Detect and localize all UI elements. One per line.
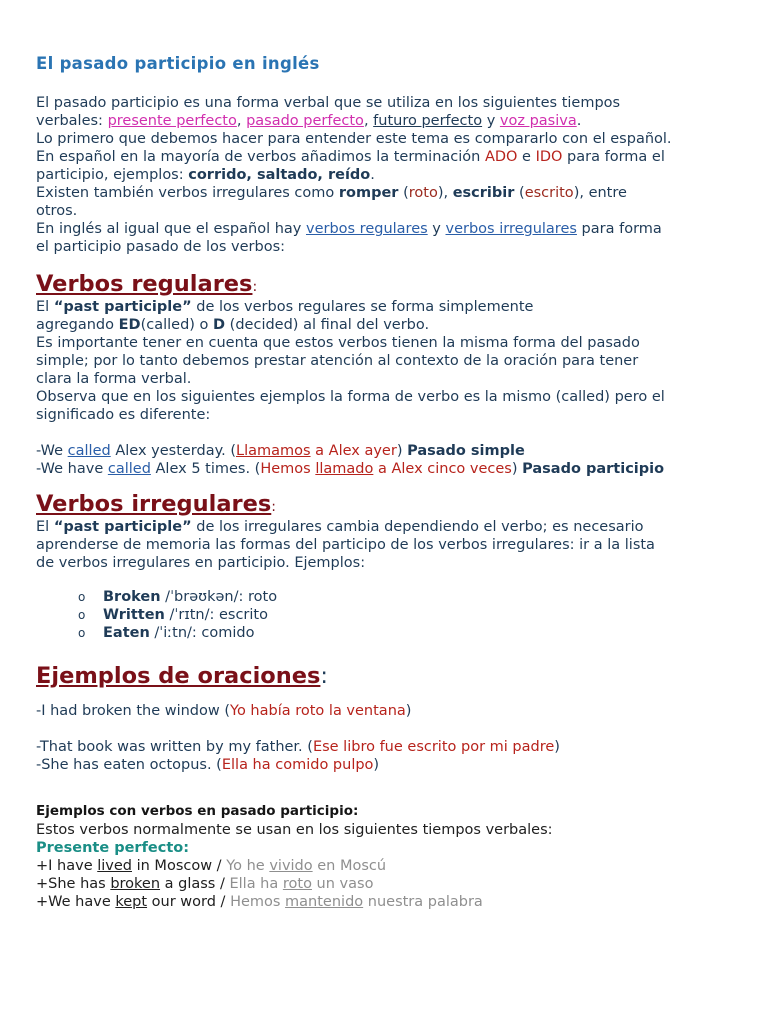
- example-words: corrido, saltado, reído: [188, 167, 371, 183]
- link-kept[interactable]: kept: [115, 894, 148, 910]
- tense-label: Pasado participio: [522, 461, 665, 477]
- pasado-line-1: Estos verbos normalmente se usan en los siguientes tiempos verbales:: [36, 822, 553, 838]
- link-called[interactable]: called: [67, 443, 111, 459]
- irregulares-heading-row: [36, 490, 736, 518]
- example-text: Alex yesterday. (: [110, 443, 236, 459]
- intro-line-3: [36, 130, 736, 148]
- regulares-line-5: clara la forma verbal.: [36, 371, 192, 387]
- regulares-heading-row: [36, 270, 736, 298]
- intro-text: En español en la mayoría de verbos añadimos la terminación: [36, 149, 485, 165]
- oraciones-heading-row: [36, 662, 736, 690]
- intro-text: ,: [236, 113, 247, 129]
- intro-text: .: [576, 113, 582, 129]
- intro-text: ,: [363, 113, 374, 129]
- row-translation: un vaso: [311, 876, 374, 892]
- sentence-2: [36, 738, 736, 756]
- link-mantenido[interactable]: mantenido: [285, 894, 364, 910]
- verb-romper: romper: [338, 185, 399, 201]
- irregulares-line-2: aprenderse de memoria las formas del participo de los verbos irregulares: ir a la lista: [36, 537, 655, 553]
- example-translation: Hemos: [260, 461, 316, 477]
- participle-escrito: escrito: [524, 185, 574, 201]
- row-translation: nuestra palabra: [363, 894, 483, 910]
- page-title: El pasado participio en inglés: [36, 54, 320, 73]
- sentence-translation: Yo había roto la ventana: [230, 703, 406, 719]
- link-roto[interactable]: roto: [282, 876, 312, 892]
- intro-text: (: [514, 185, 525, 201]
- intro-text: (: [398, 185, 409, 201]
- bullet-icon: o: [78, 608, 86, 622]
- pasado-row-1: [36, 857, 736, 875]
- sentence-text: -She has eaten octopus. (: [36, 757, 222, 773]
- intro-text: ),: [437, 185, 453, 201]
- suffix-ado: ADO: [484, 149, 518, 165]
- verb-word: Broken: [103, 589, 161, 605]
- example-translation: a Alex ayer: [310, 443, 397, 459]
- list-item: [36, 624, 736, 642]
- intro-line-9: [36, 238, 736, 256]
- sentence-text: ): [405, 703, 412, 719]
- list-item: [36, 606, 736, 624]
- regulares-line-2: [36, 316, 736, 334]
- row-text: in Moscow /: [132, 858, 227, 874]
- link-voz-pasiva[interactable]: voz pasiva: [499, 113, 577, 129]
- heading-colon: :: [271, 499, 276, 515]
- irregular-verbs-list: [36, 588, 736, 642]
- sentence-text: -I had broken the window (: [36, 703, 231, 719]
- irregulares-heading: Verbos irregulares: [36, 491, 272, 517]
- irregulares-section: [36, 490, 736, 642]
- irregulares-line-1: [36, 518, 736, 536]
- verb-escribir: escribir: [452, 185, 515, 201]
- sentence-1: [36, 702, 736, 720]
- row-translation: Ella ha: [229, 876, 283, 892]
- tense-label: Pasado simple: [407, 443, 525, 459]
- intro-line-7: [36, 202, 736, 220]
- irregulares-line-3: de verbos irregulares en participio. Ejemplos:: [36, 555, 366, 571]
- regulares-text: El: [36, 299, 54, 315]
- row-translation: en Moscú: [312, 858, 387, 874]
- pasado-row-2: [36, 875, 736, 893]
- intro-text: Existen también verbos irregulares como: [36, 185, 339, 201]
- row-text: our word /: [147, 894, 231, 910]
- sentence-text: -That book was written by my father. (: [36, 739, 313, 755]
- intro-line-6: [36, 184, 736, 202]
- heading-colon: :: [252, 279, 258, 295]
- oraciones-heading: Ejemplos de oraciones: [36, 663, 321, 689]
- list-item: [36, 588, 736, 606]
- verb-word: Eaten: [103, 625, 150, 641]
- intro-text: verbales:: [36, 113, 108, 129]
- regulares-heading: Verbos regulares: [36, 271, 253, 297]
- verb-detail: /ˈiːtn/: comido: [149, 625, 255, 641]
- suffix-ido: IDO: [535, 149, 563, 165]
- regulares-line-4: simple; por lo tanto debemos prestar atención al contexto de la oración para tener: [36, 353, 639, 369]
- verb-detail: /ˈbrəʊkən/: roto: [160, 589, 278, 605]
- link-vivido[interactable]: vivido: [269, 858, 313, 874]
- example-translation: a Alex cinco veces: [373, 461, 512, 477]
- pasado-row-3: [36, 893, 736, 911]
- irregulares-text: de los irregulares cambia dependiendo el verbo; es necesario: [191, 519, 644, 535]
- intro-text: y: [482, 113, 500, 129]
- intro-text: el participio pasado de los verbos:: [36, 239, 286, 255]
- example-text: -We have: [36, 461, 108, 477]
- regulares-section: [36, 270, 736, 478]
- link-presente-perfecto[interactable]: presente perfecto: [107, 113, 237, 129]
- intro-text: participio, ejemplos:: [36, 167, 189, 183]
- bullet-icon: o: [78, 626, 86, 640]
- intro-line-2: [36, 112, 736, 130]
- regulares-example-1: [36, 442, 736, 460]
- row-text: +I have: [36, 858, 98, 874]
- sentence-text: ): [373, 757, 380, 773]
- intro-text: En inglés al igual que el español hay: [36, 221, 306, 237]
- sentence-translation: Ese libro fue escrito por mi padre: [312, 739, 555, 755]
- example-text: ): [511, 461, 523, 477]
- suffix-d: D: [213, 317, 226, 333]
- regulares-line-6: Observa que en los siguientes ejemplos la forma de verbo es la mismo (called) pero el: [36, 389, 665, 405]
- regulares-line-1: [36, 298, 736, 316]
- row-text: +She has: [36, 876, 111, 892]
- suffix-ed: ED: [118, 317, 141, 333]
- intro-text: e: [517, 149, 536, 165]
- heading-colon: :: [320, 663, 328, 689]
- intro-line-4: [36, 148, 736, 166]
- example-text: -We: [36, 443, 68, 459]
- link-broken[interactable]: broken: [110, 876, 161, 892]
- sentence-3: [36, 756, 736, 774]
- intro-text: El pasado participio es una forma verbal que se utiliza en los siguientes tiempos: [36, 95, 621, 111]
- regulares-example-2: [36, 460, 736, 478]
- regulares-text: de los verbos regulares se forma simplemente: [191, 299, 534, 315]
- intro-line-1: [36, 94, 736, 112]
- regulares-text: agregando: [36, 317, 119, 333]
- intro-text: Lo primero que debemos hacer para entender este tema es compararlo con el español.: [36, 131, 672, 147]
- sentence-text: ): [554, 739, 560, 755]
- intro-text: y: [427, 221, 446, 237]
- link-verbos-irregulares[interactable]: verbos irregulares: [445, 221, 577, 237]
- link-llamado[interactable]: llamado: [315, 461, 374, 477]
- verb-detail: /ˈrɪtn/: escrito: [164, 607, 268, 623]
- irregulares-text: El: [36, 519, 54, 535]
- past-participle-term: “past participle”: [53, 519, 192, 535]
- regulares-line-3: Es importante tener en cuenta que estos verbos tienen la misma forma del pasado: [36, 335, 640, 351]
- row-translation: Yo he: [226, 858, 270, 874]
- link-lived[interactable]: lived: [97, 858, 132, 874]
- pasado-section: [36, 803, 736, 911]
- row-translation: Hemos: [230, 894, 286, 910]
- oraciones-section: [36, 662, 736, 774]
- intro-text: para forma el: [562, 149, 665, 165]
- intro-section: [36, 94, 736, 256]
- regulares-text: (called) o: [140, 317, 214, 333]
- intro-text: .: [370, 167, 375, 183]
- link-llamamos[interactable]: Llamamos: [235, 443, 311, 459]
- intro-line-5: [36, 166, 736, 184]
- participle-roto: roto: [408, 185, 438, 201]
- regulares-text: (decided) al final del verbo.: [225, 317, 430, 333]
- presente-perfecto-label: Presente perfecto:: [36, 840, 190, 856]
- pasado-subheading: Ejemplos con verbos en pasado participio:: [36, 803, 359, 819]
- sentence-translation: Ella ha comido pulpo: [221, 757, 374, 773]
- link-pasado-perfecto[interactable]: pasado perfecto: [246, 113, 364, 129]
- link-called[interactable]: called: [107, 461, 151, 477]
- row-text: +We have: [36, 894, 116, 910]
- intro-line-8: [36, 220, 736, 238]
- bullet-icon: o: [78, 590, 86, 604]
- link-futuro-perfecto[interactable]: futuro perfecto: [373, 113, 483, 129]
- example-text: Alex 5 times. (: [150, 461, 261, 477]
- example-text: ): [396, 443, 408, 459]
- verb-word: Written: [103, 607, 165, 623]
- intro-text: ), entre: [573, 185, 627, 201]
- intro-text: para forma: [576, 221, 662, 237]
- row-text: a glass /: [160, 876, 230, 892]
- intro-text: otros.: [36, 203, 78, 219]
- link-verbos-regulares[interactable]: verbos regulares: [305, 221, 428, 237]
- regulares-line-7: significado es diferente:: [36, 407, 211, 423]
- past-participle-term: “past participle”: [53, 299, 192, 315]
